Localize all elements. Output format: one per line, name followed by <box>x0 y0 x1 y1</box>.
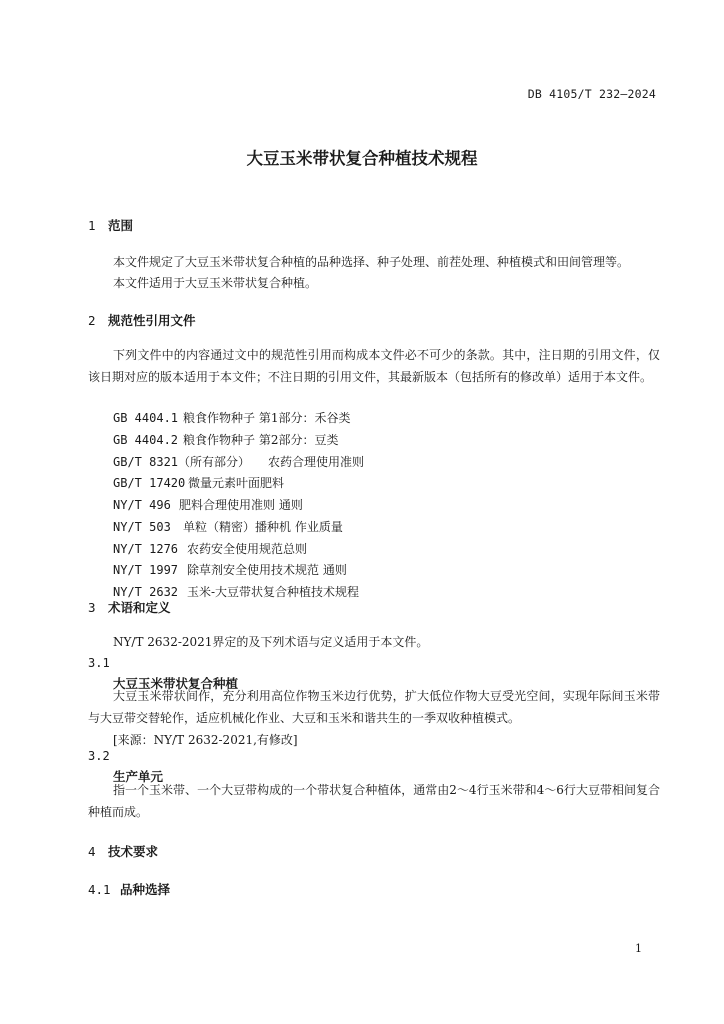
term-3-1-name: 大豆玉米带状复合种植 <box>113 676 239 691</box>
section-2-heading <box>88 311 196 329</box>
section-2-title: 规范性引用文件 <box>108 313 196 328</box>
section-3-title: 术语和定义 <box>108 600 171 615</box>
section-2-number: 2 <box>88 313 96 328</box>
page-number: 1 <box>635 942 642 955</box>
reference-name: 玉米-大豆带状复合种植技术规程 <box>187 585 360 599</box>
section-1-title: 范围 <box>108 218 134 233</box>
section-1-para-1: 本文件规定了大豆玉米带状复合种植的品种选择、种子处理、前茬处理、种植模式和田间管理等。 <box>113 255 630 269</box>
document-title: 大豆玉米带状复合种植技术规程 <box>246 149 478 168</box>
term-3-1-number: 3.1 <box>88 656 110 670</box>
term-3-2-number: 3.2 <box>88 749 110 763</box>
section-1-para-2: 本文件适用于大豆玉米带状复合种植。 <box>113 276 318 290</box>
reference-code: GB 4404.2 <box>113 433 179 447</box>
reference-name: 农药安全使用规范总则 <box>187 542 308 556</box>
section-4-1-number: 4.1 <box>88 882 111 897</box>
reference-name: 粮食作物种子 第1部分：禾谷类 <box>183 411 351 425</box>
reference-code: NY/T 2632 <box>113 585 179 599</box>
reference-code: NY/T 503 <box>113 520 171 534</box>
reference-item <box>113 474 284 491</box>
section-1-heading <box>88 216 133 234</box>
section-2-intro: 下列文件中的内容通过文中的规范性引用而构成本文件必不可少的条款。其中，注日期的引用文件，仅该日期对应的版本适用于本文件；不注日期的引用文件，其最新版本（包括所有的修改单）适用于本文件。 <box>88 348 660 384</box>
reference-name: 微量元素叶面肥料 <box>188 476 285 490</box>
term-3-1-definition: 大豆玉米带状间作，充分利用高位作物玉米边行优势，扩大低位作物大豆受光空间，实现年际间玉米带与大豆带交替轮作，适应机械化作业、大豆和玉米和谐共生的一季双收种植模式。 <box>88 689 660 725</box>
section-4-1-title: 品种选择 <box>120 882 171 897</box>
reference-code: NY/T 1997 <box>113 563 179 577</box>
reference-item <box>113 561 347 578</box>
reference-name: 粮食作物种子 第2部分：豆类 <box>183 433 339 447</box>
reference-item <box>113 409 350 426</box>
section-4-1-heading <box>88 880 170 898</box>
section-1-number: 1 <box>88 218 96 233</box>
reference-item <box>113 496 303 513</box>
reference-item <box>113 453 364 470</box>
section-3-heading <box>88 598 171 616</box>
term-3-2-name: 生产单元 <box>113 769 164 784</box>
reference-code: GB/T 17420 <box>113 476 186 490</box>
section-4-number: 4 <box>88 844 96 859</box>
reference-name: 农药合理使用准则 <box>268 455 365 469</box>
reference-item <box>113 518 343 535</box>
reference-name: 单粒（精密）播种机 作业质量 <box>183 520 343 534</box>
term-3-1-source: [来源：NY/T 2632-2021,有修改] <box>113 733 298 747</box>
section-4-heading <box>88 842 158 860</box>
reference-code: NY/T 1276 <box>113 542 179 556</box>
reference-code: GB/T 8321（所有部分） <box>113 455 251 469</box>
reference-code: GB 4404.1 <box>113 411 179 425</box>
term-3-2-definition: 指一个玉米带、一个大豆带构成的一个带状复合种植体，通常由2～4行玉米带和4～6行大豆带相间复合种植而成。 <box>88 783 660 819</box>
section-4-title: 技术要求 <box>108 844 159 859</box>
reference-name: 除草剂安全使用技术规范 通则 <box>187 563 347 577</box>
reference-item <box>113 540 307 557</box>
section-3-number: 3 <box>88 600 96 615</box>
section-3-intro: NY/T 2632-2021界定的及下列术语与定义适用于本文件。 <box>113 635 429 649</box>
standard-code: DB 4105/T 232—2024 <box>527 87 656 101</box>
reference-item <box>113 431 338 448</box>
reference-code: NY/T 496 <box>113 498 171 512</box>
reference-name: 肥料合理使用准则 通则 <box>179 498 303 512</box>
